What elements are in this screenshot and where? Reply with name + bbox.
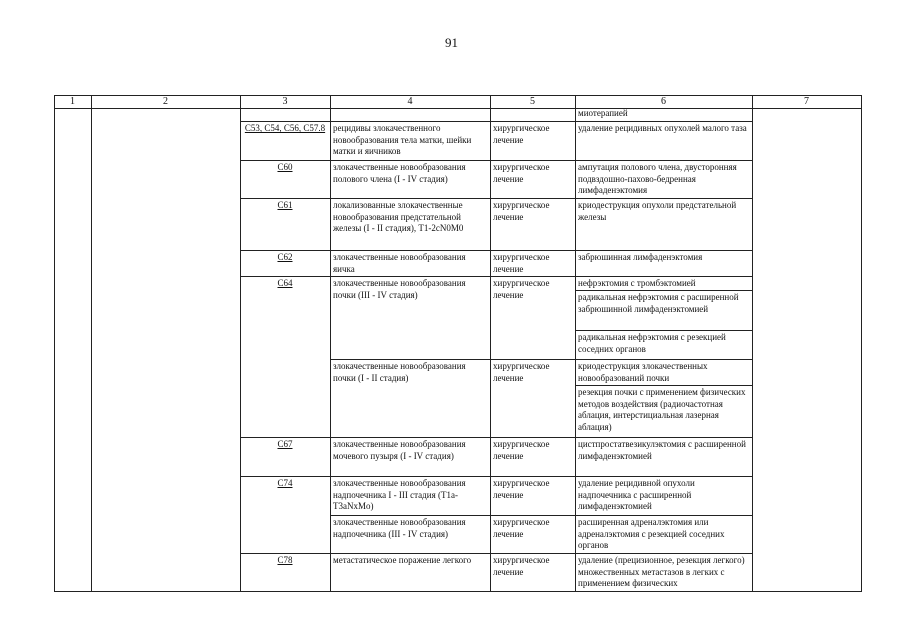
method-cell: хирургическое лечение [493, 478, 550, 500]
page-number: 91 [445, 35, 458, 50]
method-cell: хирургическое лечение [493, 555, 550, 577]
treatment-cell: удаление рецидивной опухоли надпочечника с расширенной лимфаденэктомией [578, 478, 695, 512]
condition-cell: злокачественные новообразования полового члена (I - IV стадия) [333, 162, 466, 184]
treatment-cell: радикальная нефрэктомия с резекцией соседних органов [578, 332, 726, 354]
col-line-1 [91, 95, 92, 592]
medical-procedures-table [54, 95, 862, 592]
row-sep [240, 437, 752, 438]
condition-cell: злокачественные новообразования почки (III - IV стадия) [333, 278, 466, 300]
condition-cell: злокачественные новообразования надпочечника (III - IV стадия) [333, 517, 466, 539]
treatment-cell: миотерапией [578, 108, 628, 118]
treatment-cell: цистпростатвезикулэктомия с расширенной лимфаденэктомией [578, 439, 746, 461]
code-cell: C78 [277, 555, 293, 565]
treatment-cell: радикальная нефрэктомия с расширенной забрюшинной лимфаденэктомией [578, 292, 739, 314]
condition-cell: злокачественные новообразования надпочечника I - III стадия (T1a-T3aNxMo) [333, 478, 466, 512]
code-cell: C64 [277, 278, 293, 288]
method-cell: хирургическое лечение [493, 517, 550, 539]
treatment-cell: криодеструкция злокачественных новообразований почки [578, 361, 708, 383]
method-cell: хирургическое лечение [493, 278, 550, 300]
header-col-4: 4 [407, 96, 413, 107]
row-sep [330, 359, 752, 360]
treatment-cell: расширенная адреналэктомия или адреналэктомия с резекцией соседних органов [578, 517, 725, 551]
method-cell: хирургическое лечение [493, 252, 550, 274]
condition-cell: злокачественные новообразования яичка [333, 252, 466, 274]
col-line-0 [54, 95, 55, 592]
header-col-5: 5 [530, 96, 535, 107]
treatment-cell: удаление рецидивных опухолей малого таза [578, 123, 747, 133]
code-cell: C60 [277, 162, 293, 172]
code-cell: C53, C54, C56, C57.8 [244, 123, 326, 133]
header-col-2: 2 [163, 96, 168, 107]
condition-cell: метастатическое поражение легкого [333, 555, 472, 565]
condition-cell: злокачественные новообразования мочевого пузыря (I - IV стадия) [333, 439, 466, 461]
header-col-1: 1 [70, 96, 75, 107]
col-line-6 [752, 95, 753, 592]
row-sep [240, 250, 752, 251]
code-cell: C67 [277, 439, 293, 449]
treatment-cell: ампутация полового члена, двусторонняя подвздошно-пахово-бедренная лимфаденэктомия [578, 162, 737, 196]
row-sep [575, 290, 752, 291]
treatment-cell: забрюшинная лимфаденэктомия [578, 252, 703, 262]
col-line-7 [861, 95, 862, 592]
method-cell: хирургическое лечение [493, 361, 550, 383]
treatment-cell: нефрэктомия с тромбэктомией [578, 278, 696, 288]
row-sep [330, 515, 752, 516]
code-cell: C61 [277, 200, 293, 210]
col-line-2 [240, 95, 241, 592]
code-cell: C74 [277, 478, 293, 488]
treatment-cell: резекция почки с применением физических методов воздействия (радиочастотная аблация, интерстициальная лазерная аблация) [578, 387, 746, 432]
code-cell: C62 [277, 252, 293, 262]
row-sep [240, 276, 752, 277]
row-sep [575, 385, 752, 386]
header-col-7: 7 [804, 96, 809, 107]
col-line-4 [490, 95, 491, 592]
row-sep [575, 330, 752, 331]
row-sep [240, 121, 752, 122]
condition-cell: злокачественные новообразования почки (I - II стадия) [333, 361, 466, 383]
header-col-6: 6 [661, 96, 666, 107]
method-cell: хирургическое лечение [493, 200, 550, 222]
condition-cell: рецидивы злокачественного новообразования тела матки, шейки матки и яичников [333, 123, 472, 157]
treatment-cell: криодеструкция опухоли предстательной железы [578, 200, 737, 222]
method-cell: хирургическое лечение [493, 123, 550, 145]
row-sep [240, 160, 752, 161]
row-sep [240, 476, 752, 477]
col-line-3 [330, 95, 331, 592]
table-bottom-border [54, 591, 862, 592]
header-col-3: 3 [282, 96, 288, 107]
method-cell: хирургическое лечение [493, 162, 550, 184]
row-sep [240, 198, 752, 199]
col-line-5 [575, 95, 576, 592]
row-sep [240, 553, 752, 554]
treatment-cell: удаление (прецизионное, резекция легкого) множественных метастазов в легких с применением физических [578, 555, 745, 589]
condition-cell: локализованные злокачественные новообразования предстательной железы (I - II стадия), T1-2cN0M0 [333, 200, 464, 234]
method-cell: хирургическое лечение [493, 439, 550, 461]
